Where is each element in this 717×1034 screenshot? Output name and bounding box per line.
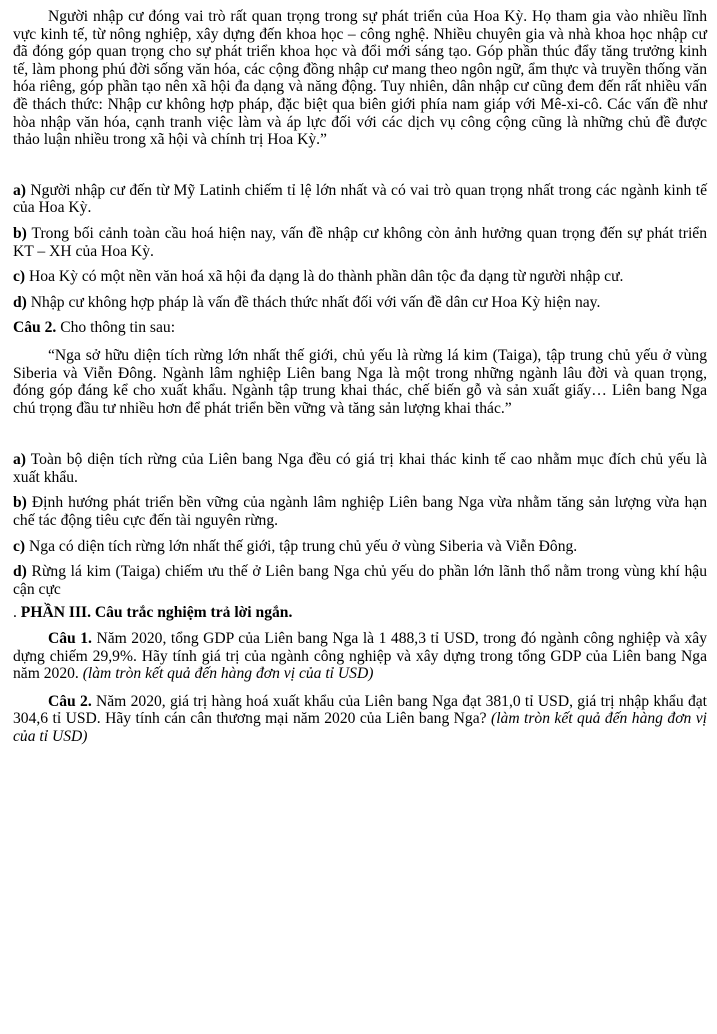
question-text: Năm 2020, tổng GDP của Liên bang Nga là 1 488,3 tỉ USD, trong đó ngành công nghiệp và xây dựng chiếm 29,9%. Hãy tính giá trị của ngành công nghiệp và xây dựng trong tổng GDP của Liên bang Nga năm 2020. (13, 630, 708, 683)
statement-text: Trong bối cảnh toàn cầu hoá hiện nay, vấn đề nhập cư không còn ảnh hưởng quan trọng đến sự phát triển KT – XH của Hoa Kỳ. (13, 224, 707, 260)
question-label: Câu 2. (13, 319, 57, 337)
passage-immigration: Người nhập cư đóng vai trò rất quan trọng trong sự phát triển của Hoa Kỳ. Họ tham gia vào nhiều lĩnh vực kinh tế, từ nông nghiệp, xây dựng đến khoa học – công nghệ. Nhiều chuyên gia và nhà khoa học nhập cư đã đóng góp quan trọng cho sự phát triển khoa học và đổi mới sáng tạo. Góp phần thúc đẩy tăng trưởng kinh tế, làm phong phú đời sống văn hóa, các cộng đồng nhập cư mang theo ngôn ngữ, ẩm thực và truyền thống văn hóa riêng, góp phần tạo nên xã hội đa dạng và năng động. Tuy nhiên, dân nhập cư cũng đem đến rất nhiều vấn đề thách thức: Nhập cư không hợp pháp, đặc biệt qua biên giới phía nam giáp với Mê-xi-cô. Các vấn đề như hòa nhập văn hóa, cạnh tranh việc làm và áp lực đối với các dịch vụ công cộng cũng là những chủ đề được thảo luận nhiều trong xã hội và chính trị Hoa Kỳ.” (13, 8, 707, 149)
statement-label: b) (13, 494, 27, 512)
question-label: Câu 1. (48, 630, 92, 648)
question-text: Năm 2020, giá trị hàng hoá xuất khẩu của Liên bang Nga đạt 381,0 tỉ USD, giá trị nhập khẩu đạt 304,6 tỉ USD. Hãy tính cán cân thương mại năm 2020 của Liên bang Nga? (13, 692, 707, 728)
statement-text: Toàn bộ diện tích rừng của Liên bang Nga đều có giá trị khai thác kinh tế cao nhằm mục đích chủ yếu là xuất khẩu. (13, 451, 707, 486)
short-answer-question-2 (13, 693, 707, 746)
statement-2c (13, 538, 707, 556)
statement-1d (13, 294, 707, 312)
heading-prefix: . (13, 604, 21, 622)
statement-2d (13, 563, 707, 598)
statement-label: c) (13, 268, 26, 286)
statement-text: Người nhập cư đến từ Mỹ Latinh chiếm tỉ lệ lớn nhất và có vai trò quan trọng nhất trong các ngành kinh tế của Hoa Kỳ. (13, 181, 707, 217)
statement-text: Định hướng phát triển bền vững của ngành lâm nghiệp Liên bang Nga vừa nhằm tăng sản lượng vừa hạn chế tác động tiêu cực đến tài nguyên rừng. (13, 494, 707, 530)
statement-1b (13, 225, 707, 260)
statement-1c (13, 268, 707, 286)
statement-label: c) (13, 537, 26, 555)
short-answer-question-1 (13, 630, 707, 683)
statement-label: a) (13, 181, 26, 199)
statement-text: Rừng lá kim (Taiga) chiếm ưu thế ở Liên bang Nga chủ yếu do phần lớn lãnh thổ nằm trong vùng khí hậu cận cực (13, 563, 707, 598)
statement-text: Hoa Kỳ có một nền văn hoá xã hội đa dạng là do thành phần dân tộc đa dạng từ người nhập cư. (29, 268, 624, 286)
statement-1a (13, 182, 707, 217)
statement-label: a) (13, 451, 26, 469)
statement-label: b) (13, 224, 27, 242)
statement-2a (13, 451, 707, 486)
question-2-heading (13, 319, 707, 337)
document-page (13, 8, 707, 746)
passage-russia-forest: “Nga sở hữu diện tích rừng lớn nhất thế giới, chủ yếu là rừng lá kim (Taiga), tập trung chủ yếu ở vùng Siberia và Viễn Đông. Ngành lâm nghiệp Liên bang Nga là một trong những ngành lâu đời và quan trọng, đóng góp đáng kể cho xuất khẩu. Ngành tập trung khai thác, chế biến gỗ và sản xuất giấy… Liên bang Nga chú trọng đầu tư nhiều hơn để phát triển bền vững và tăng sản lượng khai thác.” (13, 346, 707, 417)
statement-2b (13, 494, 707, 529)
question-note: (làm tròn kết quả đến hàng đơn vị của tỉ USD) (82, 665, 374, 683)
part-3-title: PHẦN III. Câu trắc nghiệm trả lời ngắn. (20, 604, 293, 622)
statement-text: Nhập cư không hợp pháp là vấn đề thách thức nhất đối với vấn đề dân cư Hoa Kỳ hiện nay. (30, 293, 601, 311)
question-note: (làm tròn kết quả đến hàng đơn vị của tỉ USD) (13, 710, 707, 745)
statement-label: d) (13, 293, 27, 311)
question-intro: Cho thông tin sau: (60, 319, 176, 337)
question-label: Câu 2. (48, 692, 92, 710)
statement-text: Nga có diện tích rừng lớn nhất thế giới, tập trung chủ yếu ở vùng Siberia và Viễn Đông. (29, 537, 578, 555)
part-3-heading (13, 604, 707, 622)
statement-label: d) (13, 563, 27, 581)
